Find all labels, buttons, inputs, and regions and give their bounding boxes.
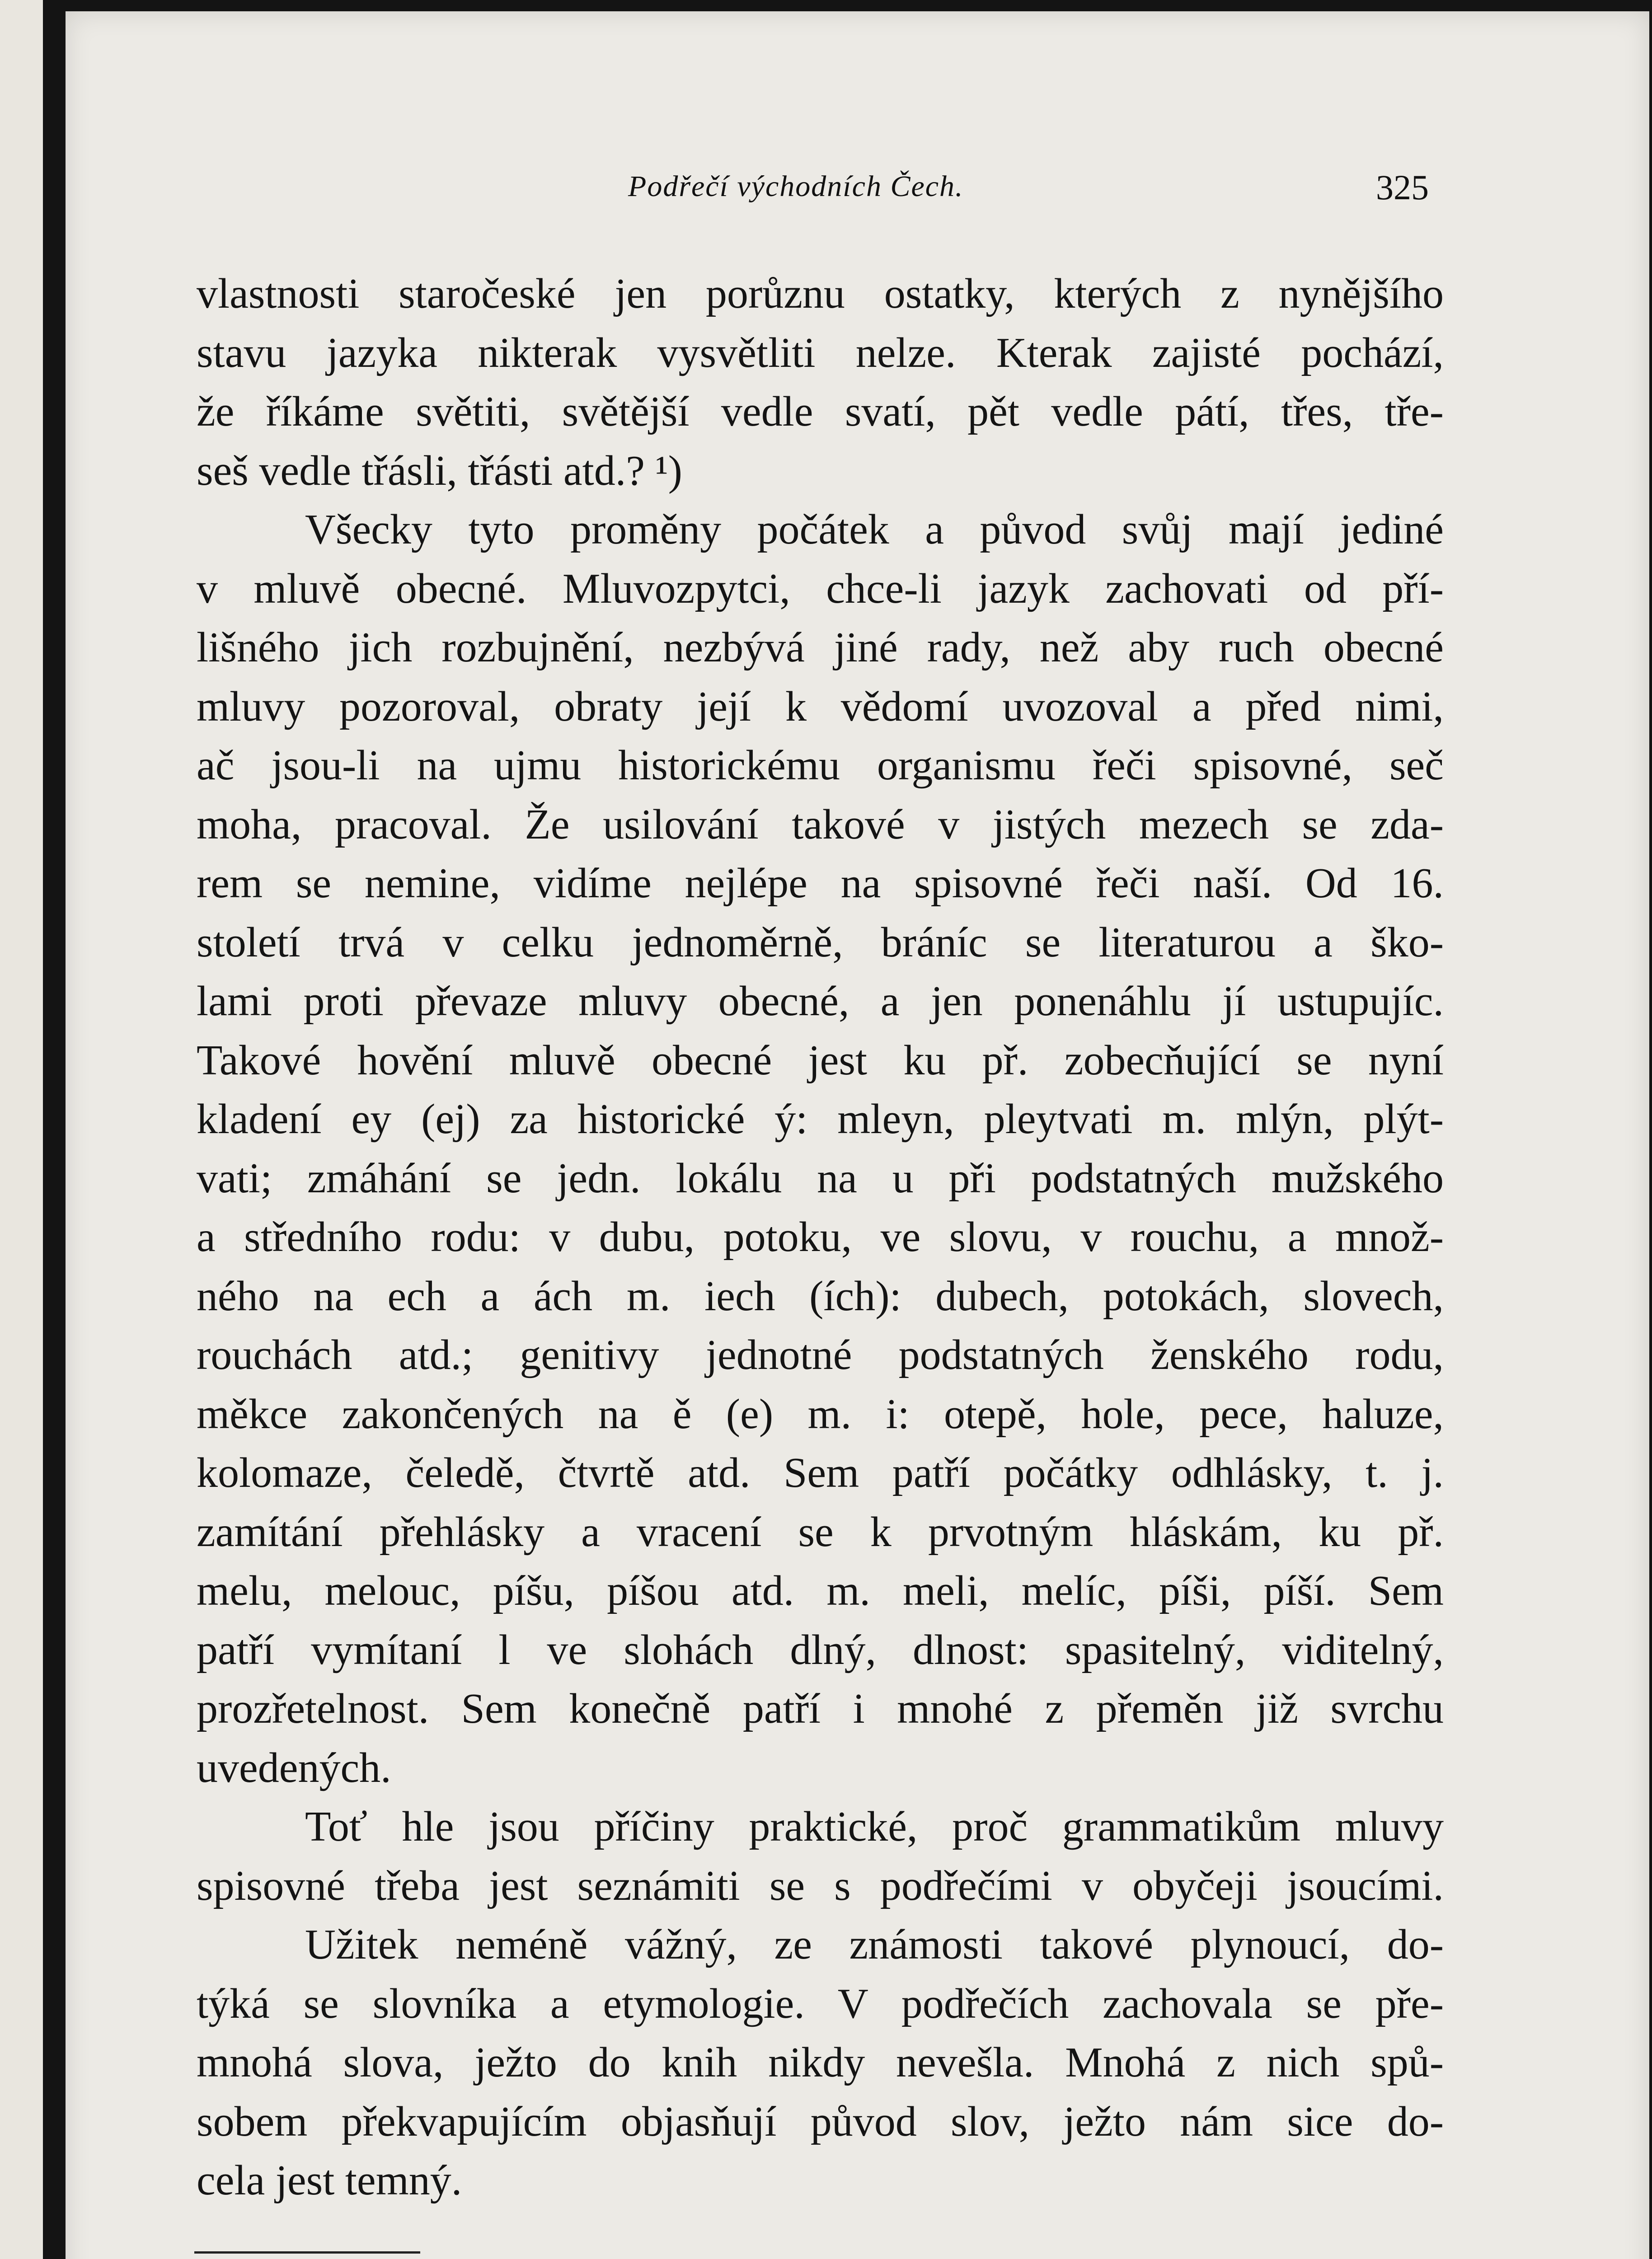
text-line: ač jsou-li na ujmu historickému organismu řeči spisovné, seč [197,742,1444,789]
text-line: Toť hle jsou příčiny praktické, proč grammatikům mluvy [305,1803,1444,1850]
text-line: spisovné třeba jest seznámiti se s podřečími v obyčeji jsoucími. [197,1862,1444,1909]
text-line: Takové hovění mluvě obecné jest ku př. zobecňující se nyní [197,1036,1444,1084]
text-line: Všecky tyto proměny počátek a původ svůj mají jediné [305,506,1444,553]
text-line: rem se nemine, vidíme nejlépe na spisovné řeči naší. Od 16. [197,860,1444,907]
text-line: že říkáme světiti, světější vedle svatí, pět vedle pátí, třes, tře- [197,388,1444,435]
text-line: měkce zakončených na ě (e) m. i: otepě, hole, pece, haluze, [197,1390,1444,1438]
text-line: ného na ech a ách m. iech (ích): dubech, potokách, slovech, [197,1272,1444,1320]
footnote-divider [194,2251,420,2254]
text-line: mluvy pozoroval, obraty její k vědomí uvozoval a před nimi, [197,683,1444,730]
text-line: zamítání přehlásky a vracení se k prvotným hláskám, ku př. [197,1508,1444,1556]
body-text [197,264,1444,2210]
text-line: Užitek neméně vážný, ze známosti takové plynoucí, do- [305,1921,1444,1968]
text-line: melu, melouc, píšu, píšou atd. m. meli, melíc, píši, píší. Sem [197,1567,1444,1614]
running-title: Podřečí východních Čech. [628,170,964,203]
text-line: kolomaze, čeledě, čtvrtě atd. Sem patří počátky odhlásky, t. j. [197,1449,1444,1496]
text-line: vlastnosti staročeské jen porůznu ostatky, kterých z nynějšího [197,270,1444,317]
page-number: 325 [1376,168,1429,207]
text-line: rouchách atd.; genitivy jednotné podstatných ženského rodu, [197,1331,1444,1378]
text-line: cela jest temný. [197,2157,462,2204]
text-line: kladení ey (ej) za historické ý: mleyn, pleytvati m. mlýn, plýt- [197,1096,1444,1143]
text-line: mnohá slova, ježto do knih nikdy nevešla. Mnohá z nich spů- [197,2039,1444,2086]
book-page [66,11,1649,2259]
text-line: stavu jazyka nikterak vysvětliti nelze. Kterak zajisté pochází, [197,329,1444,376]
previous-page-edge [0,0,43,2259]
text-line: uvedených. [197,1744,391,1791]
text-line: týká se slovníka a etymologie. V podřečích zachovala se pře- [197,1980,1444,2027]
text-line: seš vedle třásli, třásti atd.? ¹) [197,447,682,494]
text-line: století trvá v celku jednoměrně, bráníc se literaturou a ško- [197,919,1444,966]
text-line: sobem překvapujícím objasňují původ slov, ježto nám sice do- [197,2098,1444,2145]
text-line: a středního rodu: v dubu, potoku, ve slovu, v rouchu, a množ- [197,1214,1444,1261]
text-line: moha, pracoval. Že usilování takové v jistých mezech se zda- [197,801,1444,848]
text-line: v mluvě obecné. Mluvozpytci, chce-li jazyk zachovati od pří- [197,565,1444,612]
text-line: lami proti převaze mluvy obecné, a jen ponenáhlu jí ustupujíc. [197,978,1444,1025]
text-line: vati; zmáhání se jedn. lokálu na u při podstatných mužského [197,1154,1444,1202]
text-line: patří vymítaní l ve slohách dlný, dlnost: spasitelný, viditelný, [197,1626,1444,1673]
text-line: lišného jich rozbujnění, nezbývá jiné rady, než aby ruch obecné [197,624,1444,671]
text-line: prozřetelnost. Sem konečně patří i mnohé z přeměn již svrchu [197,1685,1444,1732]
